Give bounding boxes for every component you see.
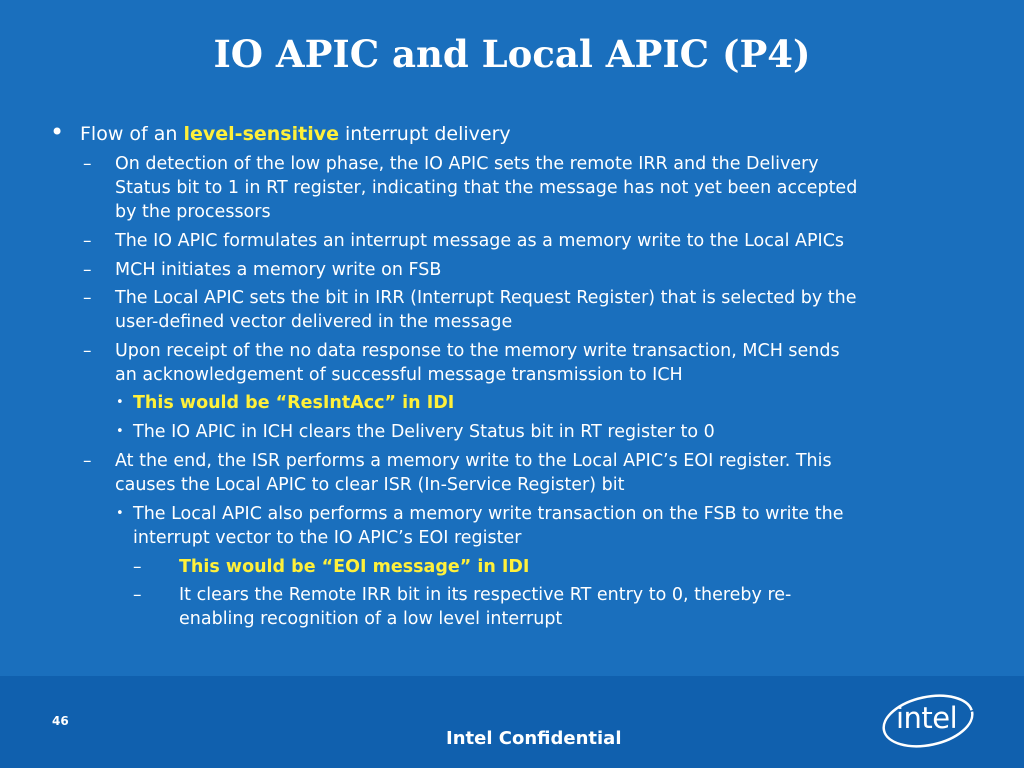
small-bullet-marker: • [116, 424, 124, 439]
sub-item-6-highlight: This would be “EOI message” in IDI [179, 557, 530, 577]
dash-marker: – [83, 288, 92, 308]
sub-item-1-line-1: On detection of the low phase, the IO APIC sets the remote IRR and the Delivery [115, 154, 819, 174]
sub-item-1-line-2: Status bit to 1 in RT register, indicating that the message has not yet been accepted [115, 178, 858, 198]
dash-marker: – [83, 231, 92, 251]
small-bullet-marker: • [116, 395, 124, 410]
page-number: 46 [52, 714, 69, 728]
sub-item-6-subsub-2-line-2: enabling recognition of a low level interrupt [179, 609, 563, 629]
slide-title: IO APIC and Local APIC (P4) [213, 32, 811, 76]
sub-item-4-line-2: user-defined vector delivered in the message [115, 312, 513, 332]
sub-item-6-sub-1-line-1: The Local APIC also performs a memory write transaction on the FSB to write the [133, 504, 844, 524]
dash-marker: – [83, 260, 92, 280]
confidential-label: Intel Confidential [446, 728, 622, 749]
sub-item-6-sub-1-line-2: interrupt vector to the IO APIC’s EOI register [133, 528, 522, 548]
bullet-marker: • [50, 118, 65, 146]
sub-item-5-sub-2: The IO APIC in ICH clears the Delivery Status bit in RT register to 0 [133, 422, 715, 442]
sub-item-6-line-1: At the end, the ISR performs a memory write to the Local APIC’s EOI register. This [115, 451, 832, 471]
dash-marker: – [83, 154, 92, 174]
intel-logo-text: intel [896, 701, 958, 735]
small-bullet-marker: • [116, 506, 124, 521]
main-bullet [80, 122, 511, 146]
sub-item-5-line-2: an acknowledgement of successful message transmission to ICH [115, 365, 683, 385]
main-bullet-suffix: interrupt delivery [338, 123, 511, 145]
sub-item-1-line-3: by the processors [115, 202, 271, 222]
main-bullet-highlight: level-sensitive [183, 123, 339, 145]
sub-item-2-line-1: The IO APIC formulates an interrupt message as a memory write to the Local APICs [115, 231, 845, 251]
sub-item-5-highlight: This would be “ResIntAcc” in IDI [133, 393, 455, 413]
sub-item-4-line-1: The Local APIC sets the bit in IRR (Interrupt Request Register) that is selected by the [115, 288, 857, 308]
dash-marker: – [133, 585, 142, 605]
sub-item-6-line-2: causes the Local APIC to clear ISR (In-Service Register) bit [115, 475, 625, 495]
sub-item-5-line-1: Upon receipt of the no data response to the memory write transaction, MCH sends [115, 341, 840, 361]
footer-band [0, 676, 1024, 768]
dash-marker: – [83, 341, 92, 361]
main-bullet-prefix: Flow of an [80, 123, 184, 145]
dash-marker: – [83, 451, 92, 471]
sub-item-3-line-1: MCH initiates a memory write on FSB [115, 260, 442, 280]
sub-item-6-subsub-2-line-1: It clears the Remote IRR bit in its respective RT entry to 0, thereby re- [179, 585, 792, 605]
dash-marker: – [133, 557, 142, 577]
